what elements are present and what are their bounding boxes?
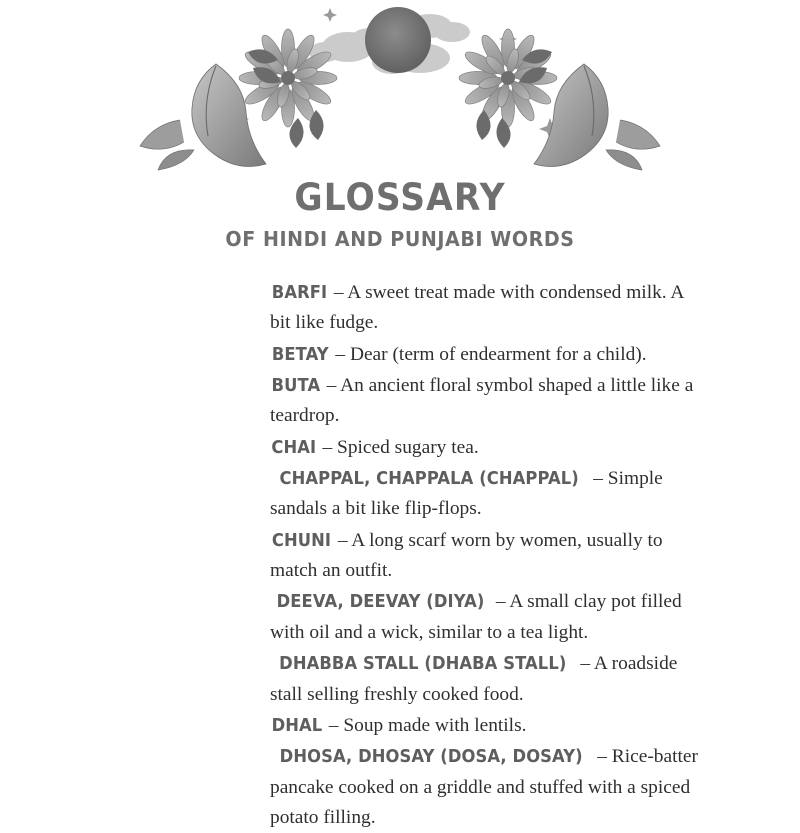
glossary-definition: – Rice-batter pancake cooked on a griddle and stuffed with a spiced potato filling. — [270, 746, 698, 828]
glossary-term: CHAI — [271, 437, 317, 458]
glossary-term: CHUNI — [271, 530, 332, 551]
glossary-definition: – A roadside stall selling freshly cooked food. — [270, 653, 678, 705]
glossary-definition: – An ancient floral symbol shaped a little like a teardrop. — [270, 374, 694, 427]
glossary-entry — [270, 587, 700, 648]
glossary-term: DHAL — [271, 715, 323, 736]
glossary-term: BETAY — [271, 344, 329, 365]
glossary-term: DEEVA, DEEVAY (DIYA) — [276, 592, 485, 613]
glossary-definition: – A long scarf worn by women, usually to match an outfit. — [270, 529, 663, 582]
glossary-entry — [270, 649, 700, 710]
glossary-entry — [270, 742, 700, 833]
glossary-definition: – A sweet treat made with condensed milk. A bit like fudge. — [270, 281, 684, 334]
glossary-entry — [270, 340, 700, 370]
page-title: GLOSSARY — [294, 176, 506, 219]
glossary-entry-list — [100, 278, 700, 833]
glossary-term: CHAPPAL, CHAPPALA (CHAPPAL) — [279, 469, 579, 489]
moon-icon — [365, 7, 431, 73]
glossary-term: DHOSA, DHOSAY (DOSA, DOSAY) — [279, 747, 583, 768]
glossary-entry — [270, 371, 700, 432]
glossary-entry — [270, 278, 700, 339]
ornament-artwork — [120, 0, 680, 175]
glossary-entry — [270, 711, 700, 741]
glossary-definition: – Soup made with lentils. — [328, 714, 527, 736]
glossary-definition: – Spiced sugary tea. — [322, 436, 479, 458]
flower-icon-right — [459, 29, 557, 127]
glossary-term: BUTA — [271, 375, 321, 396]
glossary-definition: – A small clay pot filled with oil and a wick, similar to a tea light. — [270, 591, 682, 643]
glossary-term: DHABBA STALL (DHABA STALL) — [279, 654, 567, 675]
glossary-entry — [270, 464, 700, 525]
glossary-entry — [270, 526, 700, 587]
page-subtitle: OF HINDI AND PUNJABI WORDS — [225, 226, 575, 251]
glossary-term: BARFI — [271, 282, 328, 303]
glossary-definition: – Simple sandals a bit like flip-flops. — [270, 468, 663, 520]
glossary-definition: – Dear (term of endearment for a child). — [335, 343, 647, 365]
glossary-entry — [270, 433, 700, 463]
header-ornament — [0, 0, 800, 175]
title-block — [0, 176, 800, 251]
